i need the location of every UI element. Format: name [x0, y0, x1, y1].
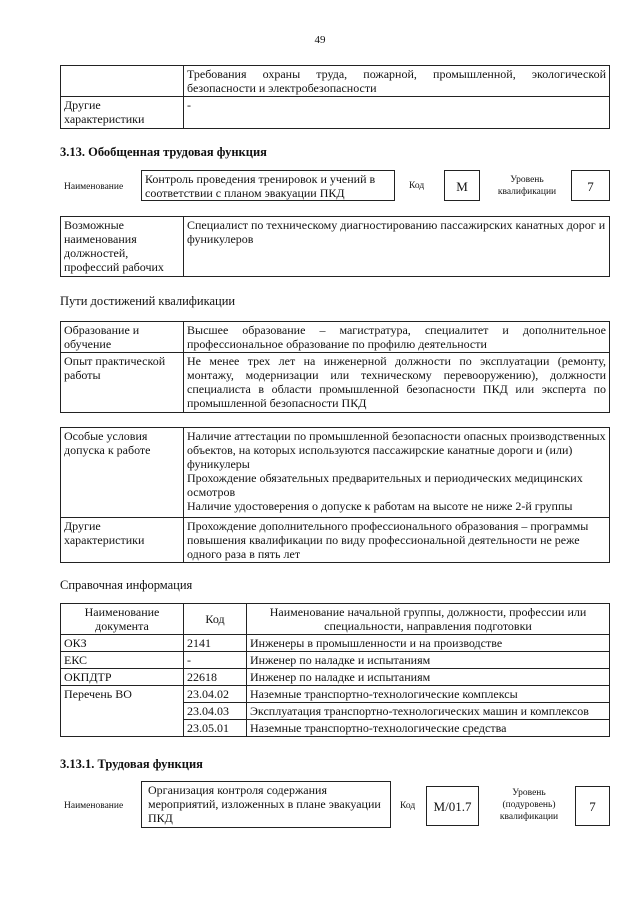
section-3-13-title: 3.13. Обобщенная трудовая функция: [60, 145, 267, 159]
other-characteristics-value: -: [184, 97, 610, 129]
ref-code: 23.04.02: [184, 686, 247, 703]
ref-doc: Перечень ВО: [61, 686, 184, 737]
table-row: [61, 669, 610, 686]
qualification-paths-table: [60, 321, 610, 413]
ref-name: Инженер по наладке и испытаниям: [247, 652, 610, 669]
qualification-paths-title: Пути достижений квалификации: [60, 294, 236, 308]
ref-header-document: Наименование документа: [61, 604, 184, 635]
function-name: Контроль проведения тренировок и учений в соответствии с планом эвакуации ПКД: [141, 170, 395, 201]
reference-table: [60, 603, 610, 737]
ref-doc: ОКЗ: [61, 635, 184, 652]
name-label-2: Наименование: [64, 801, 124, 811]
ref-doc: ЕКС: [61, 652, 184, 669]
section-3-13-1-title: 3.13.1. Трудовая функция: [60, 757, 203, 771]
ref-name: Инженер по наладке и испытаниям: [247, 669, 610, 686]
ref-code: 22618: [184, 669, 247, 686]
positions-value: Специалист по техническому диагностированию пассажирских канатных дорог и фуникулеров: [184, 217, 610, 277]
other-characteristics-value-2: Прохождение дополнительного профессионального образования – программы повышения квалификации по виду профессиональной деятельности не реже одного раза в пять лет: [187, 519, 589, 561]
reference-title: Справочная информация: [60, 578, 193, 592]
page-number: 49: [314, 34, 326, 46]
ref-doc: ОКПДТР: [61, 669, 184, 686]
conditions-table: [60, 427, 610, 563]
ref-code: 2141: [184, 635, 247, 652]
positions-label: Возможные наименования должностей, профессий рабочих: [61, 217, 184, 277]
requirements-text: Требования охраны труда, пожарной, промышленной, экологической безопасности и электробезопасности: [184, 66, 610, 97]
table-row: [61, 686, 610, 703]
ref-name: Наземные транспортно-технологические средства: [247, 720, 610, 737]
positions-table: [60, 216, 610, 277]
ref-name: Инженеры в промышленности и на производстве: [247, 635, 610, 652]
code-value-2: М/01.7: [426, 786, 479, 826]
code-value: М: [444, 170, 480, 201]
ref-name: Эксплуатация транспортно-технологических машин и комплексов: [247, 703, 610, 720]
level-label: Уровень квалификации: [497, 175, 557, 197]
experience-label: Опыт практической работы: [61, 353, 184, 413]
education-label: Образование и обучение: [61, 322, 184, 353]
other-characteristics-label: Другие характеристики: [61, 97, 184, 129]
table-row: [61, 635, 610, 652]
code-label-2: Код: [400, 801, 416, 811]
ref-header-code: Код: [184, 604, 247, 635]
education-value: Высшее образование – магистратура, специалитет и дополнительное профессиональное образование по профилю деятельности: [184, 322, 610, 353]
other-characteristics-label-2: Другие характеристики: [61, 518, 184, 563]
experience-value: Не менее трех лет на инженерной должности по эксплуатации (ремонту, монтажу, модернизации или техническому перевооружению), должности специалиста в области промышленной безопасности ПКД или эксперта по промышленной безопасности ПКД: [184, 353, 610, 413]
admission-condition-1: Наличие аттестации по промышленной безопасности опасных производственных объектов, на которых используются пассажирские канатные дороги и (или) фуникулеры: [187, 429, 606, 471]
name-label: Наименование: [64, 182, 124, 192]
ref-header-name: Наименование начальной группы, должности, профессии или специальности, направления подготовки: [247, 604, 610, 635]
level-value-2: 7: [575, 786, 610, 826]
admission-conditions-label: Особые условия допуска к работе: [61, 428, 184, 518]
ref-name: Наземные транспортно-технологические комплексы: [247, 686, 610, 703]
ref-code: 23.05.01: [184, 720, 247, 737]
top-table: [60, 65, 610, 129]
code-label: Код: [409, 181, 425, 191]
level-value: 7: [571, 170, 610, 201]
admission-condition-3: Наличие удостоверения о допуске к работам на высоте не ниже 2-й группы: [187, 499, 573, 513]
function-name-2: Организация контроля содержания мероприятий, изложенных в плане эвакуации ПКД: [141, 781, 391, 828]
ref-code: 23.04.03: [184, 703, 247, 720]
level-label-2: Уровень (подуровень) квалификации: [499, 788, 559, 822]
ref-code: -: [184, 652, 247, 669]
admission-condition-2: Прохождение обязательных предварительных и периодических медицинских осмотров: [187, 471, 583, 499]
table-row: [61, 652, 610, 669]
